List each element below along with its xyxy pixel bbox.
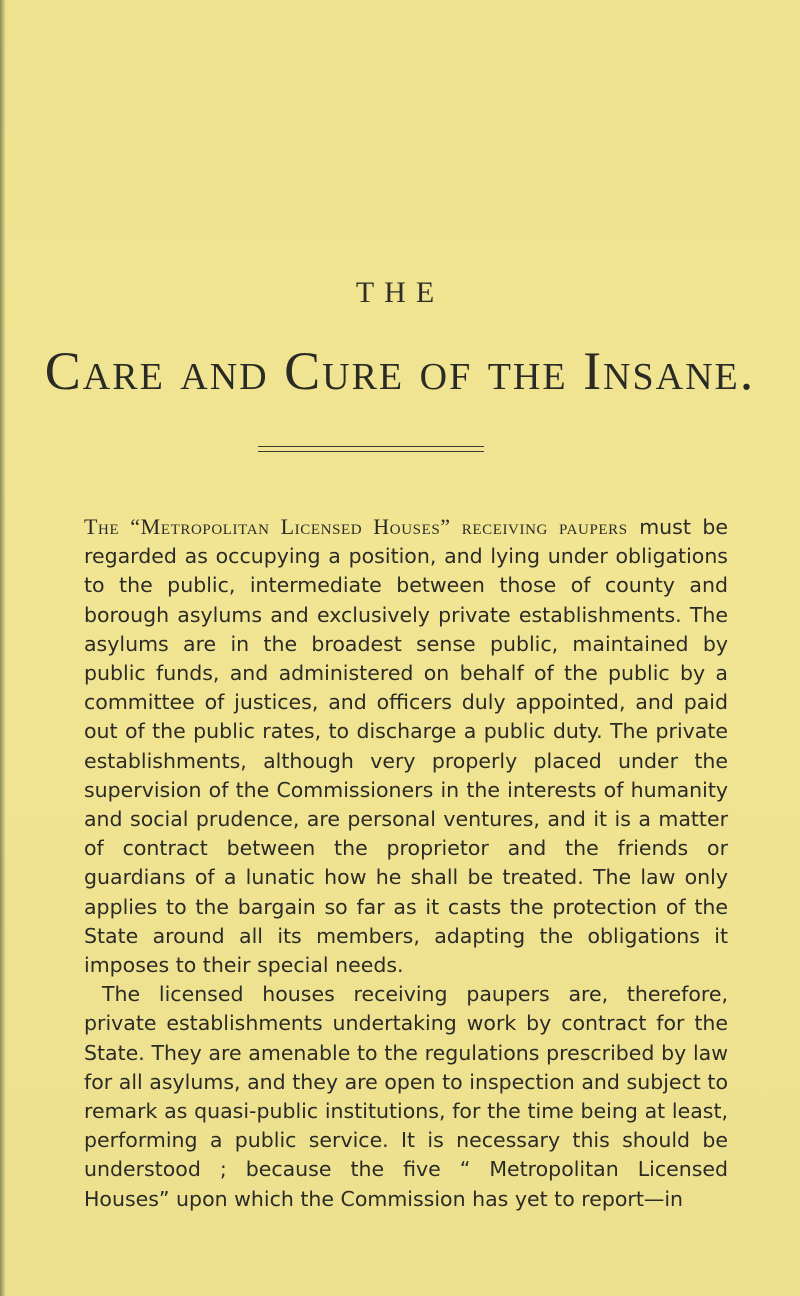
lead-small-caps: The “Metropolitan Licensed Houses” receiving paupers xyxy=(84,514,628,539)
title-kicker: THE xyxy=(355,276,445,309)
body-text xyxy=(84,512,728,1214)
title-rule-top xyxy=(258,446,484,447)
page-title: Care and Cure of the Insane. xyxy=(44,341,756,401)
paragraph-1 xyxy=(84,512,728,980)
paragraph-1-rest: must be regarded as occupying a position, and lying under obligations to the public, intermediate between those of county and borough asylums and exclusively private establishments. The asylums are in the broadest sense public, maintained by public funds, and administered on behalf of the public by a committee of justices, and officers duly appointed, and paid out of the public rates, to discharge a public duty. The private establishments, although very properly placed under the supervision of the Commissioners in the interests of humanity and social prudence, are personal ventures, and it is a matter of contract between the proprietor and the friends or guardians of a lunatic how he shall be treated. The law only applies to the bargain so far as it casts the protection of the State around all its members, adapting the obligations it imposes to their special needs. xyxy=(84,515,728,978)
paragraph-2: The licensed houses receiving paupers are, therefore, private establishments undertaking work by contract for the State. They are amenable to the regulations prescribed by law for all asylums, and they are open to inspection and subject to remark as quasi-public institutions, for the time being at least, performing a public service. It is necessary this should be understood ; because the five “ Metropolitan Licensed Houses” upon which the Commission has yet to report—in xyxy=(84,982,728,1211)
title-rule-bottom xyxy=(258,451,484,452)
